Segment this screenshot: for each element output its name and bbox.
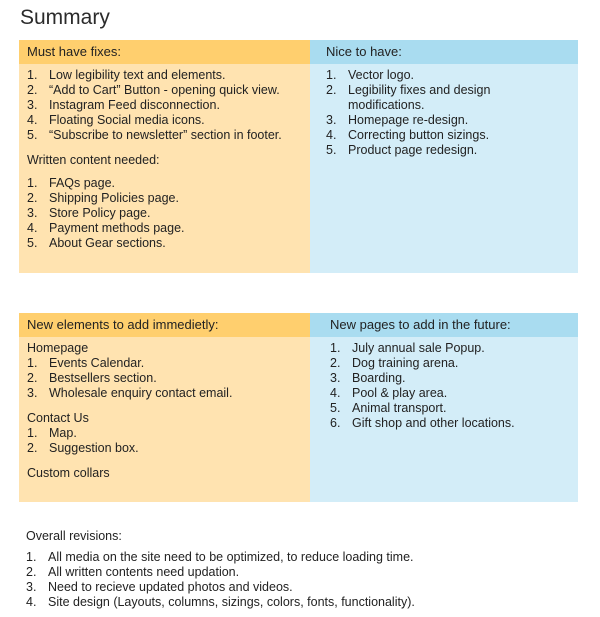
list-item: 1. Map. (27, 426, 77, 440)
page-title: Summary (20, 6, 110, 29)
list-item: 2. Legibility fixes and design modifications. (326, 83, 491, 112)
must-have-body (19, 64, 310, 273)
list-item: 2. All written contents need updation. (26, 565, 240, 579)
nice-to-have-panel (310, 40, 578, 273)
overall-revisions-section (26, 529, 415, 610)
list-item: 4. Floating Social media icons. (27, 113, 205, 127)
list-item: 1. All media on the site need to be optimized, to reduce loading time. (26, 550, 414, 564)
list-item: 2. Dog training arena. (330, 356, 459, 370)
new-elements-body (19, 337, 310, 502)
homepage-list (27, 356, 302, 401)
contact-us-label: Contact Us (27, 411, 89, 425)
new-elements-panel (19, 313, 310, 502)
must-have-list (27, 68, 302, 143)
list-item: 3. Boarding. (330, 371, 406, 385)
overall-revisions-list (26, 550, 415, 610)
new-pages-list (330, 341, 570, 431)
list-item: 5. About Gear sections. (27, 236, 166, 250)
list-item: 4. Payment methods page. (27, 221, 185, 235)
list-item: 1. Events Calendar. (27, 356, 145, 370)
list-item: 4. Site design (Layouts, columns, sizings, colors, fonts, functionality). (26, 595, 415, 609)
list-item: 4. Pool & play area. (330, 386, 448, 400)
new-pages-header: New pages to add in the future: (310, 313, 578, 337)
list-item: 2. “Add to Cart” Button - opening quick view. (27, 83, 280, 97)
written-content-label: Written content needed: (27, 153, 160, 167)
list-item: 3. Need to recieve updated photos and videos. (26, 580, 293, 594)
list-item: 4. Correcting button sizings. (326, 128, 490, 142)
list-item: 2. Shipping Policies page. (27, 191, 179, 205)
must-have-panel (19, 40, 310, 273)
list-item: 1. Low legibility text and elements. (27, 68, 226, 82)
nice-to-have-header: Nice to have: (310, 40, 578, 64)
list-item: 2. Suggestion box. (27, 441, 139, 455)
new-elements-header: New elements to add immedietly: (19, 313, 310, 337)
custom-collars-label: Custom collars (27, 466, 110, 480)
list-item: 3. Homepage re-design. (326, 113, 469, 127)
list-item: 2. Bestsellers section. (27, 371, 157, 385)
list-item: 3. Store Policy page. (27, 206, 151, 220)
new-pages-body (310, 337, 578, 502)
overall-revisions-label: Overall revisions: (26, 529, 122, 543)
list-item: 5. Product page redesign. (326, 143, 478, 157)
nice-to-have-body (310, 64, 578, 273)
list-item: 1. July annual sale Popup. (330, 341, 485, 355)
contact-us-list (27, 426, 302, 456)
new-pages-panel (310, 313, 578, 502)
list-item: 5. Animal transport. (330, 401, 447, 415)
homepage-label: Homepage (27, 341, 89, 355)
must-have-header: Must have fixes: (19, 40, 310, 64)
list-item: 5. “Subscribe to newsletter” section in footer. (27, 128, 282, 142)
list-item: 6. Gift shop and other locations. (330, 416, 515, 430)
list-item: 3. Wholesale enquiry contact email. (27, 386, 233, 400)
list-item: 1. FAQs page. (27, 176, 116, 190)
list-item: 3. Instagram Feed disconnection. (27, 98, 220, 112)
nice-to-have-list (326, 68, 570, 158)
list-item: 1. Vector logo. (326, 68, 415, 82)
written-content-list (27, 176, 302, 251)
